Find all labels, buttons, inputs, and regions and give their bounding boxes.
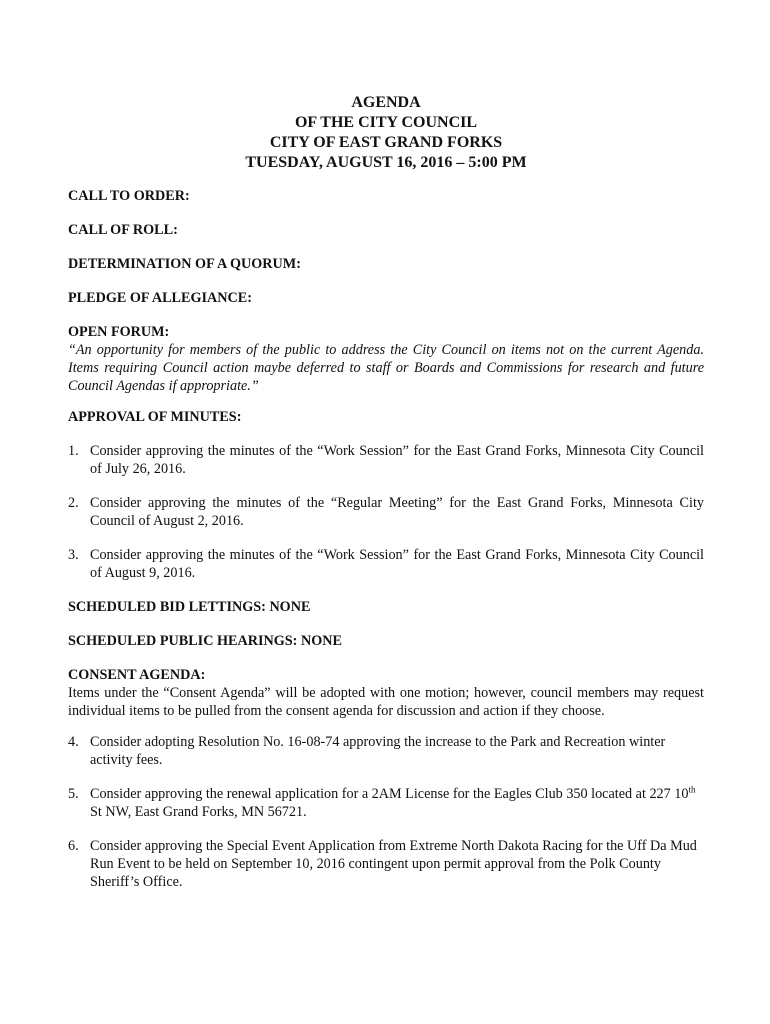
call-to-order-heading: CALL TO ORDER: xyxy=(68,188,190,204)
item-text: Consider adopting Resolution No. 16-08-74 approving the increase to the Park and Recreation winter activity fees. xyxy=(90,734,666,768)
call-of-roll-heading: CALL OF ROLL: xyxy=(68,222,178,238)
pledge-heading: PLEDGE OF ALLEGIANCE: xyxy=(68,290,252,306)
quorum-heading: DETERMINATION OF A QUORUM: xyxy=(68,256,301,272)
item-text-part: St NW, East Grand Forks, MN 56721. xyxy=(90,804,307,820)
consent-agenda-text: Items under the “Consent Agenda” will be adopted with one motion; however, council members may request individual items to be pulled from the consent agenda for discussion and action if they choose. xyxy=(68,685,704,719)
list-item xyxy=(68,494,704,530)
public-hearings-heading: SCHEDULED PUBLIC HEARINGS: NONE xyxy=(68,633,342,649)
item-number: 2. xyxy=(68,495,79,511)
consent-agenda-heading: CONSENT AGENDA: xyxy=(68,667,206,683)
open-forum-heading: OPEN FORUM: xyxy=(68,324,170,340)
title-line-2: OF THE CITY COUNCIL xyxy=(294,114,478,131)
list-item xyxy=(68,785,704,821)
list-item xyxy=(68,442,704,478)
bid-lettings-heading: SCHEDULED BID LETTINGS: NONE xyxy=(68,599,311,615)
item-text xyxy=(90,785,704,821)
item-number: 5. xyxy=(68,786,79,802)
ordinal-suffix: th xyxy=(688,784,696,795)
open-forum-text: “An opportunity for members of the public to address the City Council on items not on the current Agenda. Items requiring Council action maybe deferred to staff or Boards and Commissions for research and future Council Agendas if appropriate.” xyxy=(68,342,704,394)
list-item xyxy=(68,546,704,582)
title-line-1: AGENDA xyxy=(351,94,421,111)
item-number: 3. xyxy=(68,547,79,563)
item-text-part: Consider approving the renewal application for a 2AM License for the Eagles Club 350 located at 227 10 xyxy=(90,786,689,802)
item-number: 4. xyxy=(68,734,79,750)
item-text: Consider approving the Special Event Application from Extreme North Dakota Racing for the Uff Da Mud Run Event to be held on September 10, 2016 contingent upon permit approval from the Polk County Sheriff’s Office. xyxy=(90,838,697,890)
item-text: Consider approving the minutes of the “Work Session” for the East Grand Forks, Minnesota City Council of August 9, 2016. xyxy=(90,547,704,581)
agenda-content xyxy=(68,93,704,907)
item-number: 6. xyxy=(68,838,79,854)
title-line-4: TUESDAY, AUGUST 16, 2016 – 5:00 PM xyxy=(245,154,527,171)
approval-of-minutes-heading: APPROVAL OF MINUTES: xyxy=(68,409,242,425)
item-text: Consider approving the minutes of the “Regular Meeting” for the East Grand Forks, Minnesota City Council of August 2, 2016. xyxy=(90,495,704,529)
agenda-title xyxy=(68,93,704,173)
list-item xyxy=(68,837,704,891)
item-text: Consider approving the minutes of the “Work Session” for the East Grand Forks, Minnesota City Council of July 26, 2016. xyxy=(90,443,704,477)
list-item xyxy=(68,733,704,769)
item-number: 1. xyxy=(68,443,79,459)
title-line-3: CITY OF EAST GRAND FORKS xyxy=(269,134,503,151)
